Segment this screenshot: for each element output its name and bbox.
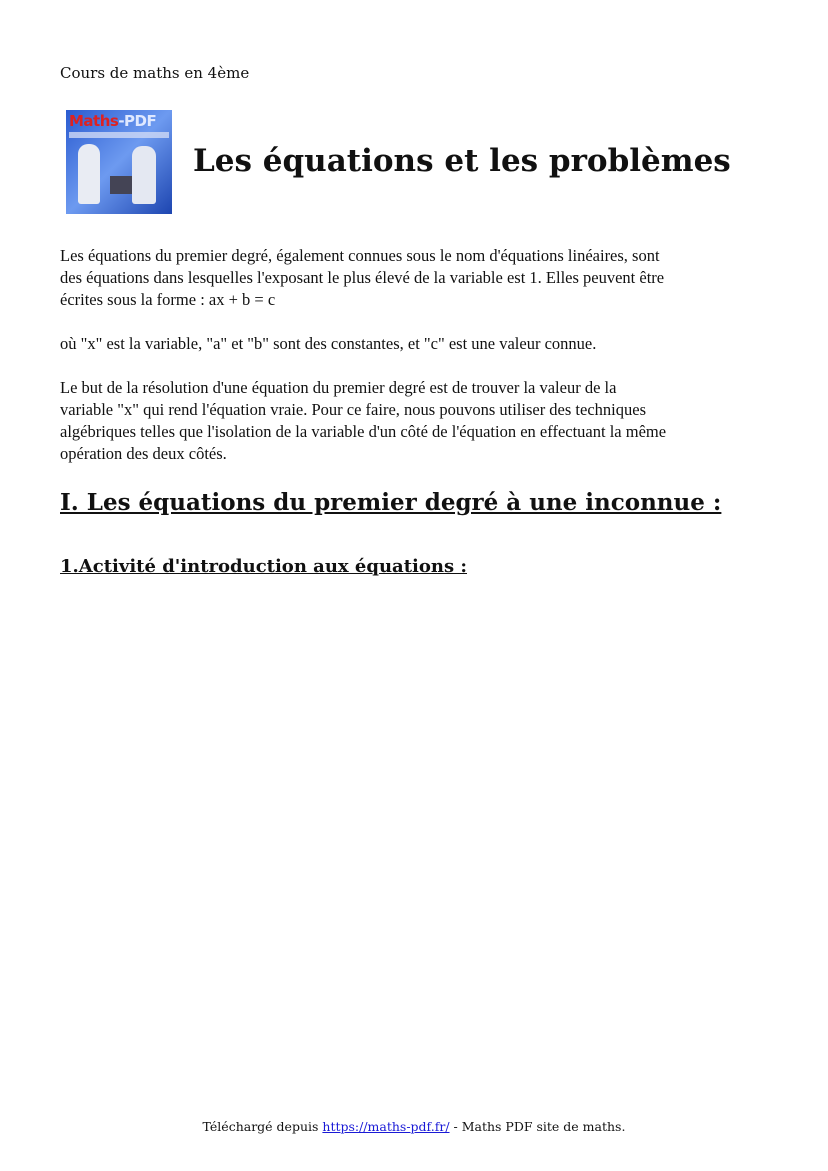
paragraph-variables (60, 333, 800, 355)
maths-pdf-logo (66, 110, 172, 214)
paragraph-intro (60, 245, 800, 311)
paragraph-goal (60, 377, 800, 465)
text-line: écrites sous la forme : ax + b = c (60, 290, 276, 309)
logo-brand (69, 112, 156, 130)
section-heading: I. Les équations du premier degré à une inconnue : (60, 489, 722, 516)
text-line: des équations dans lesquelles l'exposant le plus élevé de la variable est 1. Elles peuvent être (60, 268, 665, 287)
text-line: opération des deux côtés. (60, 444, 227, 463)
logo-brand-suffix: -PDF (118, 112, 157, 130)
footer-suffix: - Maths PDF site de maths. (449, 1119, 626, 1134)
course-label: Cours de maths en 4ème (60, 64, 250, 82)
footer (0, 1119, 828, 1134)
page-title: Les équations et les problèmes (193, 143, 731, 179)
text-line: où "x" est la variable, "a" et "b" sont des constantes, et "c" est une valeur connue. (60, 334, 597, 353)
footer-prefix: Téléchargé depuis (202, 1119, 323, 1134)
text-line: algébriques telles que l'isolation de la variable d'un côté de l'équation en effectuant la même (60, 422, 667, 441)
logo-brand-main: Maths (69, 112, 119, 130)
subsection-heading: 1.Activité d'introduction aux équations : (60, 556, 467, 577)
text-line: variable "x" qui rend l'équation vraie. Pour ce faire, nous pouvons utiliser des techniques (60, 400, 646, 419)
document-body (60, 245, 800, 577)
footer-link[interactable]: https://maths-pdf.fr/ (322, 1119, 450, 1134)
text-line: Le but de la résolution d'une équation du premier degré est de trouver la valeur de la (60, 378, 617, 397)
logo-tagline (69, 132, 169, 138)
logo-figure-right (132, 146, 156, 204)
text-line: Les équations du premier degré, également connues sous le nom d'équations linéaires, sont (60, 246, 660, 265)
logo-figure-left (78, 144, 100, 204)
